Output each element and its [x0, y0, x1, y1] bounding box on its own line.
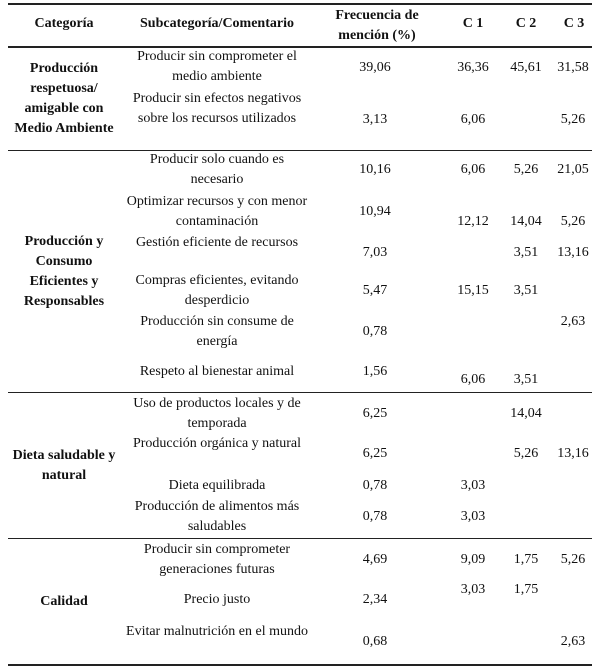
- row-frecuencia: 6,25: [362, 446, 388, 461]
- row-c1: 36,36: [457, 60, 489, 75]
- rule-group-3: [8, 538, 592, 539]
- row-subcategory: Compras eficientes, evitando desperdicio: [135, 273, 299, 308]
- row-frecuencia: 7,03: [362, 245, 388, 260]
- rule-bottom: [8, 664, 592, 666]
- row-subcategory: Producción de alimentos más saludables: [134, 499, 300, 534]
- row-subcategory: Producir sin efectos negativos sobre los recursos utilizados: [132, 91, 302, 126]
- row-c1: 12,12: [457, 214, 489, 229]
- header-c3: C 3: [563, 16, 585, 31]
- row-frecuencia: 0,78: [362, 478, 388, 493]
- row-subcategory: Dieta equilibrada: [168, 478, 266, 493]
- rule-group-1: [8, 150, 592, 151]
- row-frecuencia: 1,56: [362, 364, 388, 379]
- row-subcategory: Producir sin comprometer generaciones futuras: [143, 542, 291, 577]
- rule-header: [8, 46, 592, 48]
- row-c2: 1,75: [513, 582, 539, 597]
- category-dieta: Dieta saludable y natural: [12, 448, 116, 483]
- row-frecuencia: 3,13: [362, 112, 388, 127]
- header-subcategoria: Subcategoría/Comentario: [140, 16, 294, 31]
- row-subcategory: Producir sin comprometer el medio ambiente: [137, 49, 297, 84]
- row-frecuencia: 0,78: [362, 509, 388, 524]
- row-frecuencia: 10,94: [359, 204, 391, 219]
- row-c3: 5,26: [560, 112, 586, 127]
- row-c3: 31,58: [557, 60, 589, 75]
- row-c2: 14,04: [510, 406, 542, 421]
- category-calidad: Calidad: [40, 594, 88, 609]
- row-c2: 14,04: [510, 214, 542, 229]
- row-frecuencia: 6,25: [362, 406, 388, 421]
- rule-top: [8, 3, 592, 5]
- row-subcategory: Gestión eficiente de recursos: [135, 235, 299, 250]
- row-frecuencia: 0,78: [362, 324, 388, 339]
- row-subcategory: Precio justo: [183, 592, 251, 607]
- row-c3: 5,26: [560, 552, 586, 567]
- row-c1: 6,06: [460, 372, 486, 387]
- row-c2: 5,26: [513, 446, 539, 461]
- header-frecuencia: Frecuencia de mención (%): [335, 8, 419, 43]
- row-c3: 2,63: [560, 634, 586, 649]
- row-c2: 5,26: [513, 162, 539, 177]
- row-subcategory: Uso de productos locales y de temporada: [133, 396, 301, 431]
- header-categoria: Categoría: [34, 16, 94, 31]
- header-c2: C 2: [515, 16, 537, 31]
- row-c2: 3,51: [513, 245, 539, 260]
- category-medio-ambiente: Producción respetuosa/ amigable con Medio Ambiente: [14, 61, 114, 136]
- row-c3: 5,26: [560, 214, 586, 229]
- row-frecuencia: 39,06: [359, 60, 391, 75]
- row-c3: 13,16: [557, 446, 589, 461]
- row-subcategory: Optimizar recursos y con menor contaminación: [126, 194, 308, 229]
- rule-group-2: [8, 392, 592, 393]
- row-c3: 13,16: [557, 245, 589, 260]
- row-c1: 9,09: [460, 552, 486, 567]
- row-c1: 3,03: [460, 582, 486, 597]
- row-frecuencia: 0,68: [362, 634, 388, 649]
- row-frecuencia: 10,16: [359, 162, 391, 177]
- header-c1: C 1: [462, 16, 484, 31]
- row-c3: 21,05: [557, 162, 589, 177]
- row-c1: 15,15: [457, 283, 489, 298]
- row-frecuencia: 4,69: [362, 552, 388, 567]
- row-c3: 2,63: [560, 314, 586, 329]
- row-c1: 6,06: [460, 162, 486, 177]
- row-c1: 3,03: [460, 509, 486, 524]
- row-c2: 1,75: [513, 552, 539, 567]
- row-c1: 6,06: [460, 112, 486, 127]
- row-c2: 45,61: [510, 60, 542, 75]
- row-subcategory: Evitar malnutrición en el mundo: [126, 624, 308, 639]
- row-c2: 3,51: [513, 372, 539, 387]
- row-c2: 3,51: [513, 283, 539, 298]
- category-produccion-consumo: Producción y Consumo Eficientes y Responsables: [23, 234, 105, 309]
- row-frecuencia: 5,47: [362, 283, 388, 298]
- row-c1: 3,03: [460, 478, 486, 493]
- row-subcategory: Producción sin consume de energía: [140, 314, 294, 349]
- row-subcategory: Respeto al bienestar animal: [139, 364, 295, 379]
- row-subcategory: Producir solo cuando es necesario: [149, 152, 285, 187]
- row-subcategory: Producción orgánica y natural: [132, 436, 302, 451]
- row-frecuencia: 2,34: [362, 592, 388, 607]
